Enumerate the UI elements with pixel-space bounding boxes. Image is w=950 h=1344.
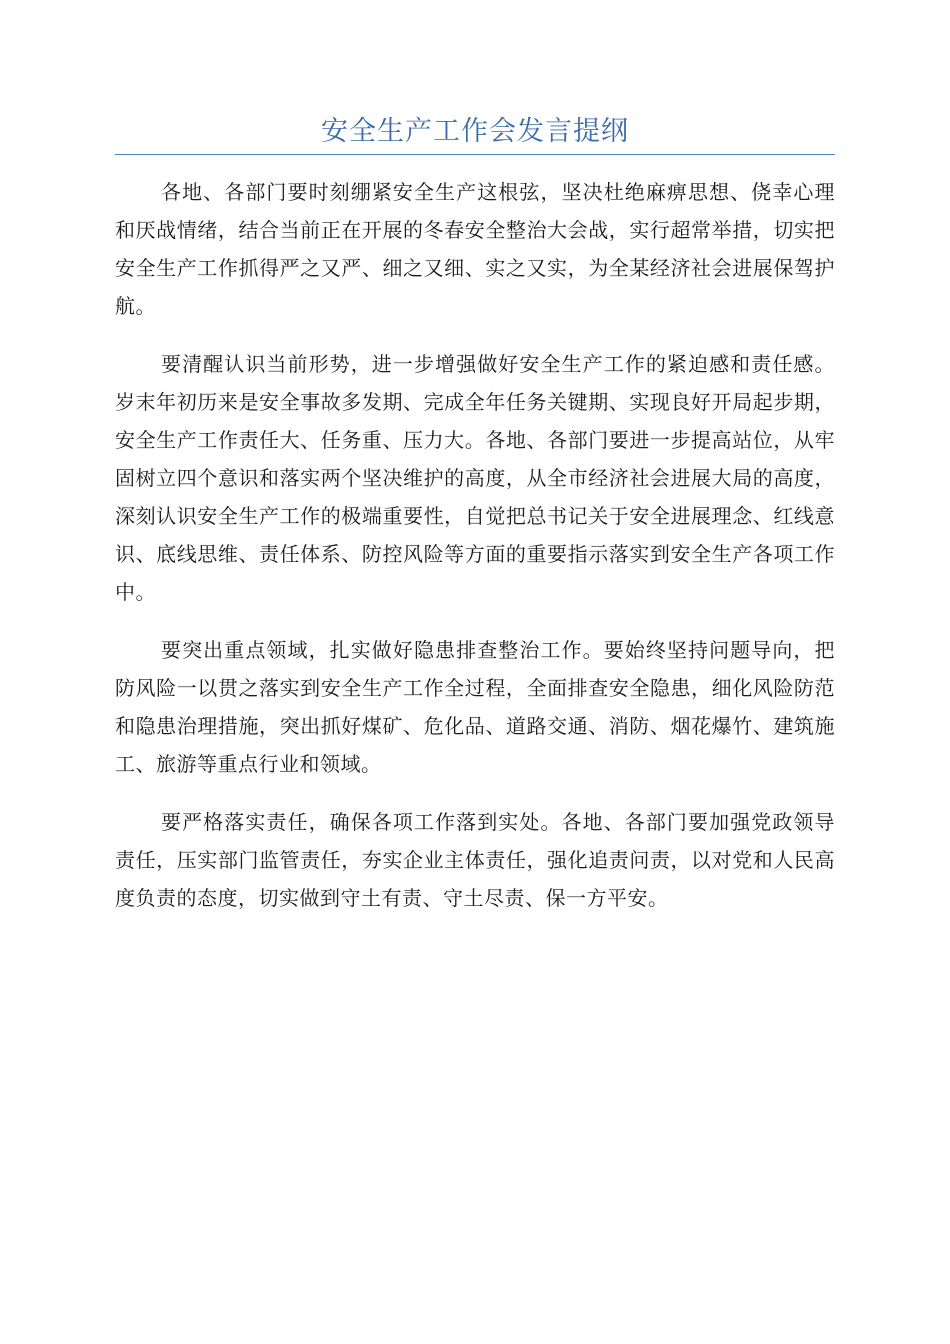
document-title: 安全生产工作会发言提纲 bbox=[321, 116, 629, 147]
paragraph-1: 各地、各部门要时刻绷紧安全生产这根弦，坚决杜绝麻痹思想、侥幸心理和厌战情绪，结合当前正在开展的冬春安全整治大会战，实行超常举措，切实把安全生产工作抓得严之又严、细之又细、实之又实，为全某经济社会进展保驾护航。 bbox=[115, 180, 835, 318]
paragraph-4: 要严格落实责任，确保各项工作落到实处。各地、各部门要加强党政领导责任，压实部门监管责任，夯实企业主体责任，强化追责问责，以对党和人民高度负责的态度，切实做到守土有责、守土尽责、保一方平安。 bbox=[115, 810, 835, 910]
title-underline-divider bbox=[115, 154, 835, 155]
paragraph-3: 要突出重点领域，扎实做好隐患排查整治工作。要始终坚持问题导向，把防风险一以贯之落实到安全生产工作全过程，全面排查安全隐患，细化风险防范和隐患治理措施，突出抓好煤矿、危化品、道路交通、消防、烟花爆竹、建筑施工、旅游等重点行业和领域。 bbox=[115, 638, 835, 776]
document-body bbox=[115, 173, 835, 937]
paragraph-2: 要清醒认识当前形势，进一步增强做好安全生产工作的紧迫感和责任感。岁末年初历来是安全事故多发期、完成全年任务关键期、实现良好开局起步期，安全生产工作责任大、任务重、压力大。各地、各部门要进一步提高站位，从牢固树立四个意识和落实两个坚决维护的高度，从全市经济社会进展大局的高度，深刻认识安全生产工作的极端重要性，自觉把总书记关于安全进展理念、红线意识、底线思维、责任体系、防控风险等方面的重要指示落实到安全生产各项工作中。 bbox=[115, 352, 835, 604]
